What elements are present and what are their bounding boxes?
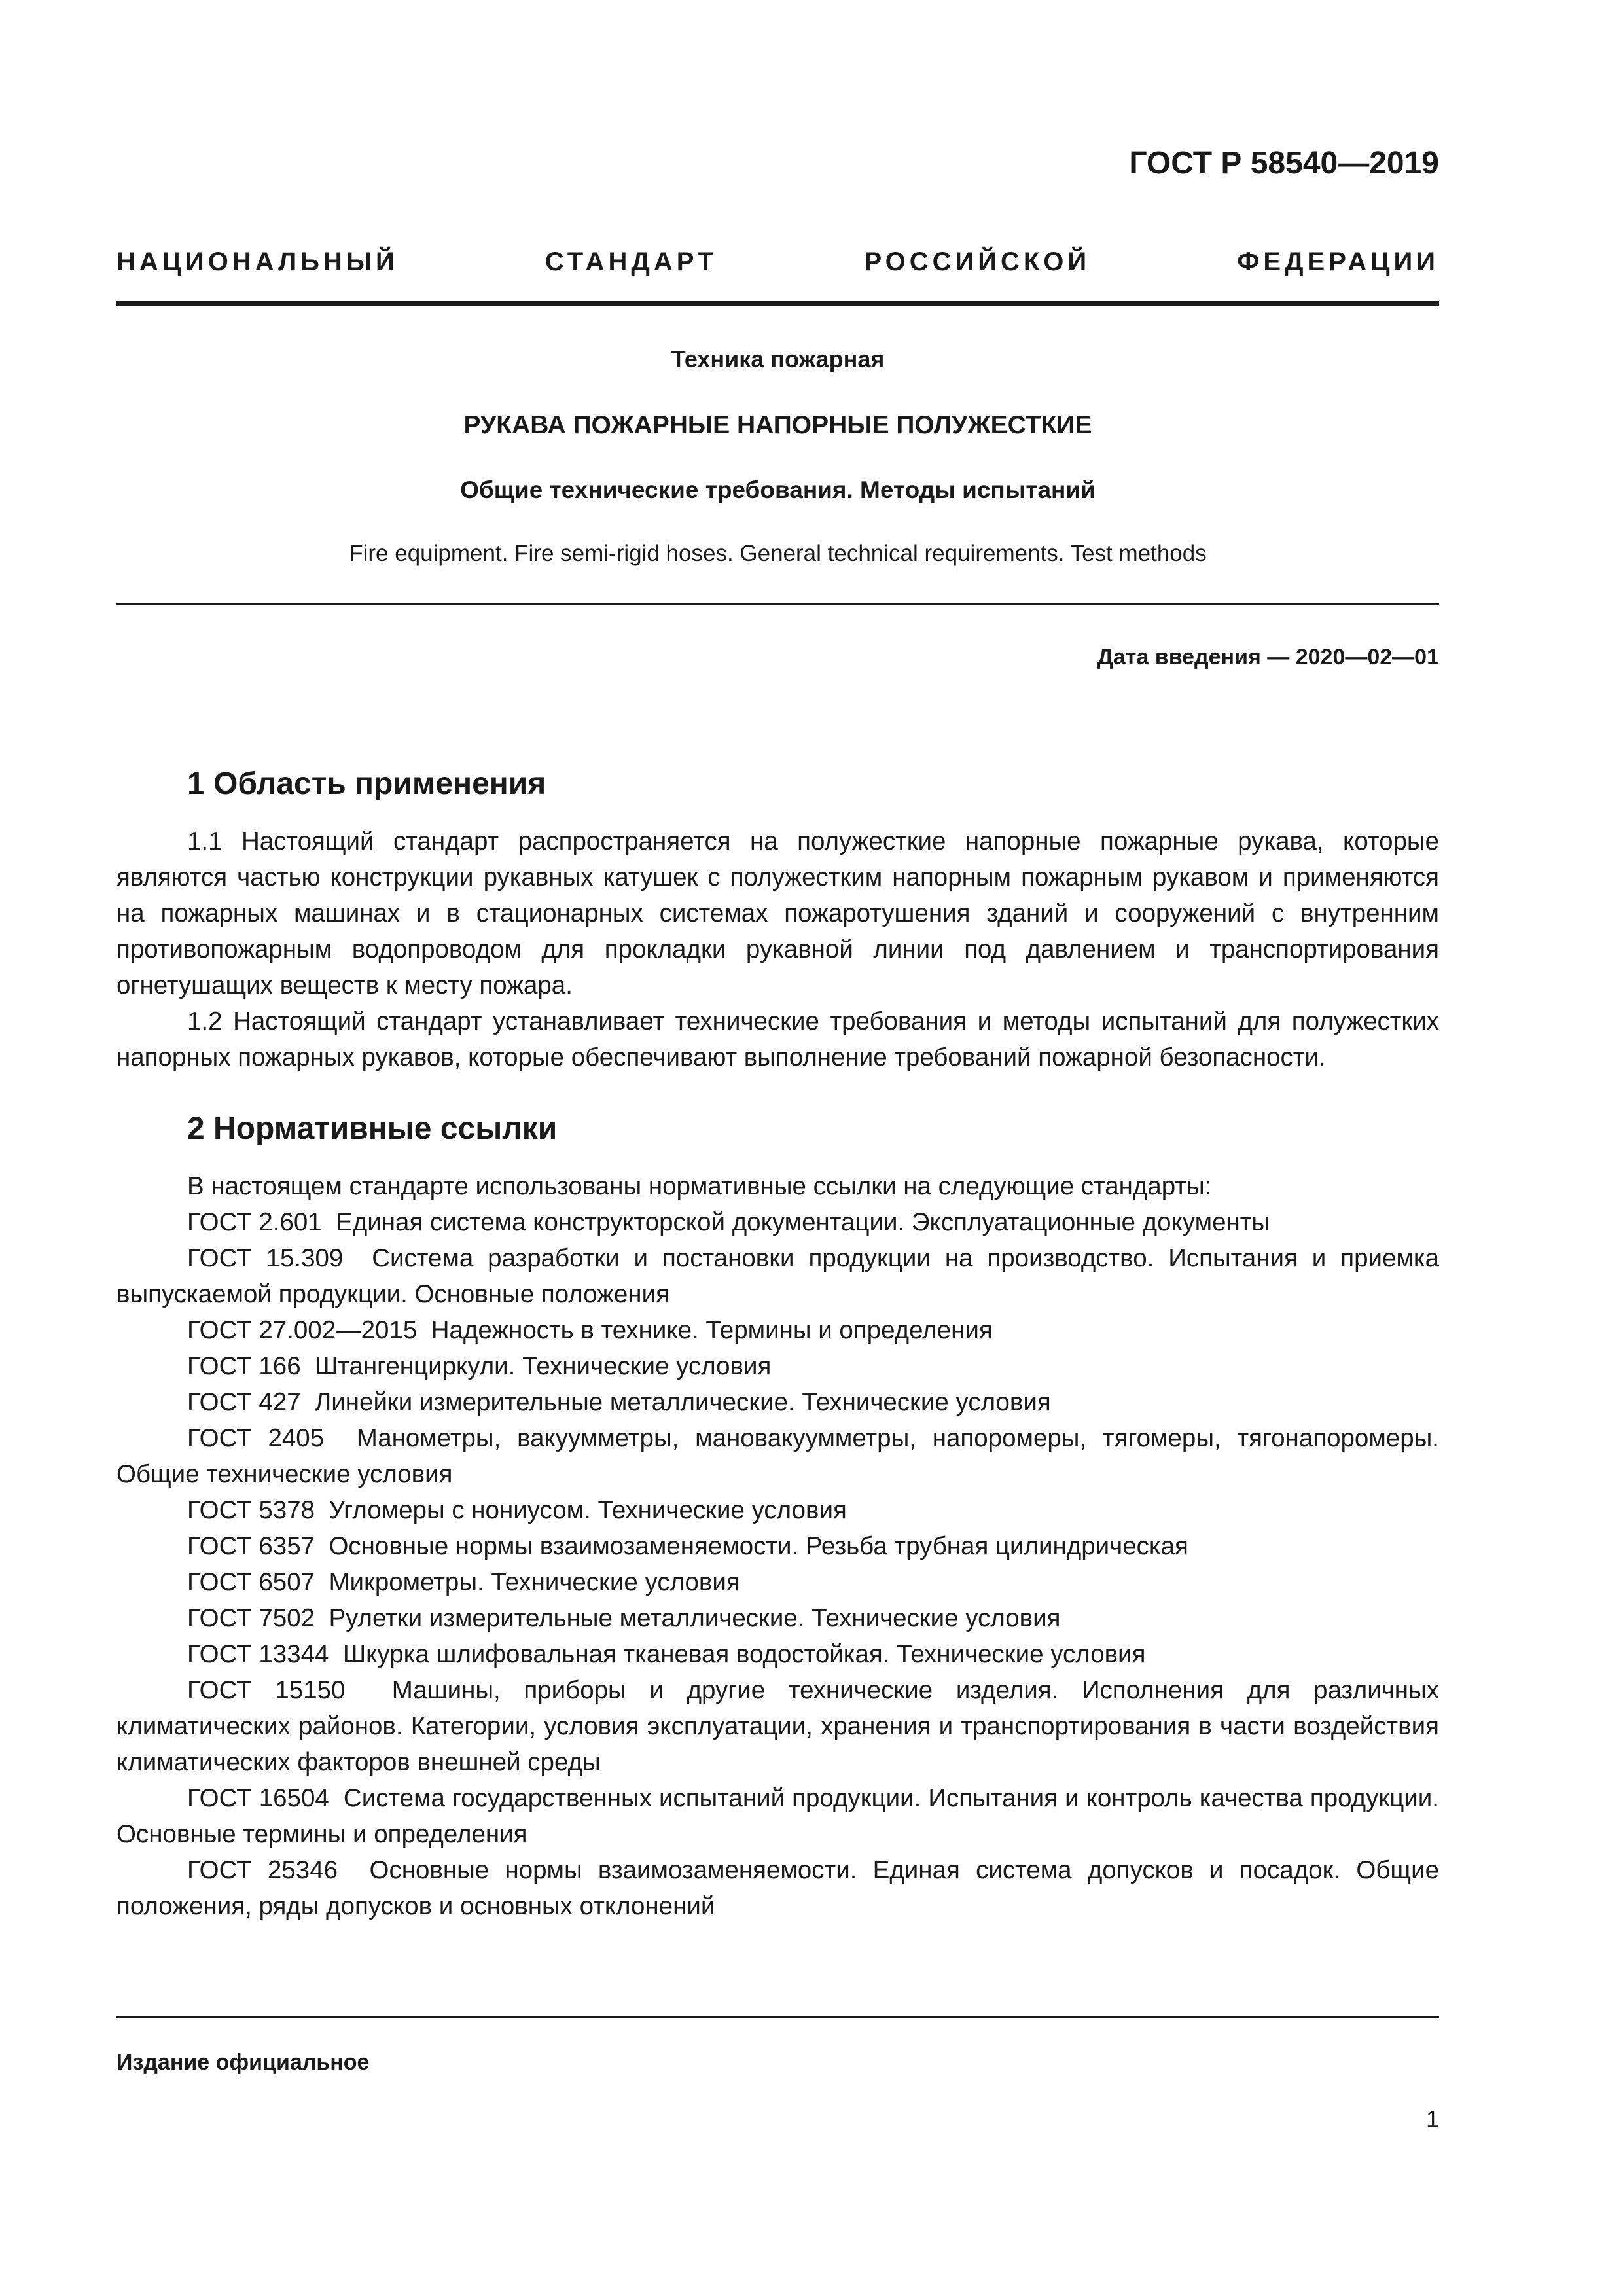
reference-item: [116, 1636, 1439, 1672]
reference-code: ГОСТ 6507: [187, 1568, 315, 1596]
reference-item: [116, 1240, 1439, 1312]
reference-title: Угломеры с нониусом. Технические условия: [329, 1496, 847, 1524]
reference-title: Шкурка шлифовальная тканевая водостойкая. Технические условия: [342, 1640, 1146, 1668]
reference-code: ГОСТ 25346: [187, 1856, 338, 1884]
reference-code: ГОСТ 7502: [187, 1604, 315, 1632]
section-1-heading: 1 Область применения: [187, 766, 546, 801]
reference-item: [116, 1528, 1439, 1564]
footer-rule: [116, 2016, 1439, 2018]
intro-date: Дата введения — 2020—02—01: [1097, 645, 1439, 670]
reference-code: ГОСТ 427: [187, 1388, 301, 1416]
reference-code: ГОСТ 166: [187, 1352, 301, 1380]
title-category: Техника пожарная: [671, 346, 885, 372]
reference-title: Система государственных испытаний продукции. Испытания и контроль качества продукции. Основные термины и определения: [116, 1784, 1439, 1848]
title-main: РУКАВА ПОЖАРНЫЕ НАПОРНЫЕ ПОЛУЖЕСТКИЕ: [463, 411, 1092, 439]
section-2-heading: 2 Нормативные ссылки: [187, 1111, 558, 1146]
reference-item: [116, 1564, 1439, 1600]
edition-label: Издание официальное: [116, 2050, 370, 2075]
reference-title: Надежность в технике. Термины и определения: [431, 1316, 993, 1344]
reference-item: [116, 1780, 1439, 1852]
reference-title: Основные нормы взаимозаменяемости. Резьба трубная цилиндрическая: [329, 1532, 1188, 1560]
reference-title: Манометры, вакуумметры, мановакуумметры, напоромеры, тягомеры, тягонапоромеры. Общие технические условия: [116, 1424, 1439, 1488]
title-english: Fire equipment. Fire semi-rigid hoses. General technical requirements. Test methods: [349, 541, 1207, 566]
reference-code: ГОСТ 13344: [187, 1640, 329, 1668]
reference-code: ГОСТ 2405: [187, 1424, 325, 1452]
reference-title: Основные нормы взаимозаменяемости. Единая система допусков и посадок. Общие положения, ряды допусков и основных отклонений: [116, 1856, 1439, 1920]
reference-item: [116, 1204, 1439, 1240]
paragraph-1-1: 1.1 Настоящий стандарт распространяется на полужесткие напорные пожарные рукава, которые являются частью конструкции рукавных катушек с полужестким напорным пожарным рукавом и применяются на пожарных машинах и в стационарных системах пожаротушения зданий и сооружений с внутренним противопожарным водопроводом для прокладки рукавной линии под давлением и транспортирования огнетушащих веществ к месту пожара.: [116, 827, 1439, 999]
reference-title: Линейки измерительные металлические. Технические условия: [315, 1388, 1051, 1416]
reference-code: ГОСТ 2.601: [187, 1208, 322, 1236]
reference-code: ГОСТ 16504: [187, 1784, 329, 1812]
header-rule: [116, 301, 1439, 306]
reference-item: [116, 1312, 1439, 1348]
references-intro: В настоящем стандарте использованы нормативные ссылки на следующие стандарты:: [187, 1172, 1212, 1200]
reference-title: Единая система конструкторской документации. Эксплуатационные документы: [336, 1208, 1270, 1236]
reference-title: Микрометры. Технические условия: [329, 1568, 740, 1596]
reference-title: Машины, приборы и другие технические изделия. Исполнения для различных климатических районов. Категории, условия эксплуатации, хранения и транспортирования в части воздействия климатических факторов внешней среды: [116, 1676, 1439, 1776]
reference-item: [116, 1348, 1439, 1384]
title-rule: [116, 603, 1439, 605]
reference-item: [116, 1600, 1439, 1636]
reference-title: Рулетки измерительные металлические. Технические условия: [329, 1604, 1061, 1632]
page-number: 1: [1425, 2106, 1439, 2132]
document-body: [116, 764, 1439, 1924]
reference-item: [116, 1672, 1439, 1780]
reference-code: ГОСТ 15.309: [187, 1244, 344, 1272]
reference-list: [116, 1204, 1439, 1924]
reference-item: [116, 1852, 1439, 1924]
gost-number: ГОСТ Р 58540—2019: [1129, 146, 1439, 181]
national-standard-banner: НАЦИОНАЛЬНЫЙ СТАНДАРТ РОССИЙСКОЙ ФЕДЕРАЦИИ: [116, 247, 1439, 276]
reference-title: Система разработки и постановки продукции на производство. Испытания и приемка выпускаемой продукции. Основные положения: [116, 1244, 1439, 1308]
reference-code: ГОСТ 6357: [187, 1532, 315, 1560]
reference-code: ГОСТ 15150: [187, 1676, 346, 1704]
title-subtitle: Общие технические требования. Методы испытаний: [460, 476, 1096, 503]
reference-item: [116, 1420, 1439, 1492]
reference-item: [116, 1492, 1439, 1528]
reference-item: [116, 1384, 1439, 1420]
reference-code: ГОСТ 5378: [187, 1496, 315, 1524]
reference-code: ГОСТ 27.002—2015: [187, 1316, 418, 1344]
reference-title: Штангенциркули. Технические условия: [315, 1352, 772, 1380]
paragraph-1-2: 1.2 Настоящий стандарт устанавливает технические требования и методы испытаний для полужестких напорных пожарных рукавов, которые обеспечивают выполнение требований пожарной безопасности.: [116, 1007, 1439, 1071]
